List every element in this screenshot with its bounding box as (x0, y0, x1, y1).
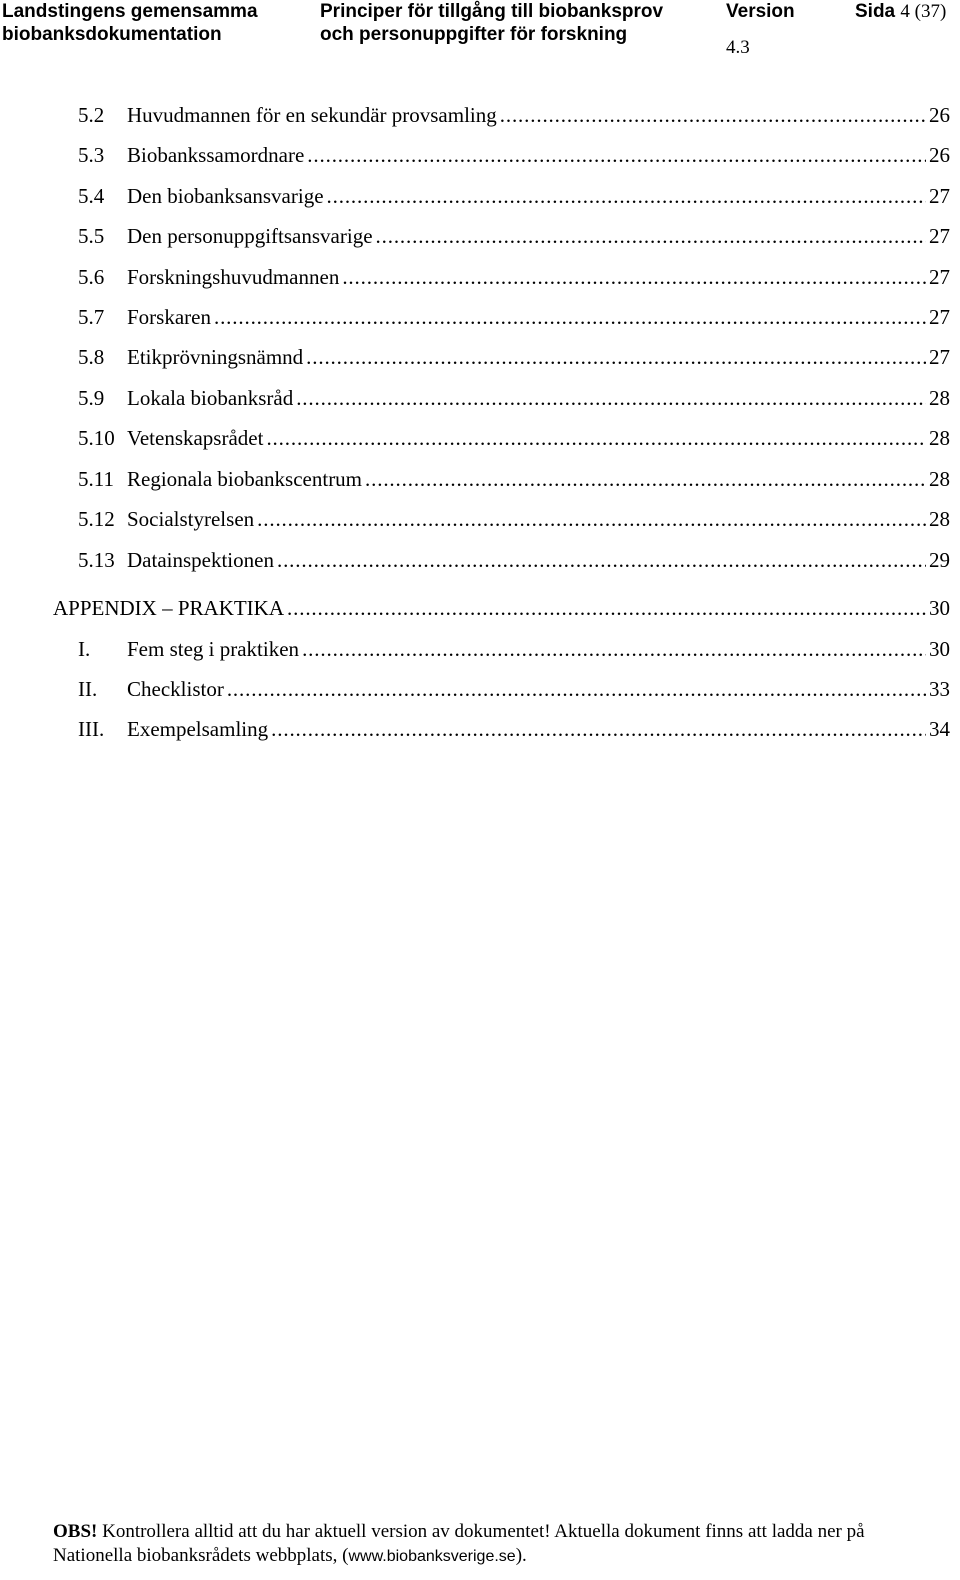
toc-entry-label: Etikprövningsnämnd (127, 345, 304, 369)
toc-entry-label: Biobankssamordnare (127, 143, 305, 167)
toc-entry-page: 26 (929, 143, 950, 167)
header-document-title (320, 0, 720, 46)
toc-entry-page: 27 (929, 224, 950, 248)
header-org-line1: Landstingens gemensamma (2, 1, 258, 22)
header-version-number: 4.3 (726, 37, 750, 58)
toc-entry[interactable] (78, 221, 950, 251)
toc-entry-page: 27 (929, 305, 950, 329)
toc-entry[interactable] (78, 302, 950, 332)
toc-entry-page: 28 (929, 507, 950, 531)
toc-entry-page: 28 (929, 386, 950, 410)
toc-entry-label: Den biobanksansvarige (127, 184, 324, 208)
toc-entry-page: 34 (929, 717, 950, 741)
toc-leader-dots (277, 545, 926, 575)
toc-entry[interactable] (78, 504, 950, 534)
toc-entry-page: 27 (929, 345, 950, 369)
toc-entry[interactable] (78, 342, 950, 372)
toc-entry-number: 5.12 (78, 507, 115, 531)
footer-line1 (53, 1520, 953, 1544)
toc-entry-number: II. (78, 677, 98, 701)
footer-obs-label: OBS! (53, 1521, 98, 1542)
toc-entry[interactable] (78, 464, 950, 494)
toc-entry[interactable] (78, 262, 950, 292)
header-organization (2, 0, 302, 46)
toc-leader-dots (342, 262, 926, 292)
toc-entry-number: 5.4 (78, 184, 105, 208)
toc-entry-label: APPENDIX – PRAKTIKA (53, 596, 285, 620)
footer-line2-suffix: ). (515, 1545, 527, 1566)
toc-entry-number: 5.10 (78, 426, 115, 450)
toc-entry-label: Huvudmannen för en sekundär provsamling (127, 103, 497, 127)
toc-entry-label: Socialstyrelsen (127, 507, 255, 531)
toc-leader-dots (376, 221, 926, 251)
toc-entry-label: Fem steg i praktiken (127, 637, 300, 661)
header-org-line2: biobanksdokumentation (2, 24, 222, 45)
toc-leader-dots (214, 302, 926, 332)
toc-entry-number: I. (78, 637, 91, 661)
toc-entry-label: Exempelsamling (127, 717, 269, 741)
toc-entry[interactable] (78, 181, 950, 211)
toc-leader-dots (266, 423, 926, 453)
toc-leader-dots (287, 593, 926, 623)
toc-entry-page: 26 (929, 103, 950, 127)
toc-entry-number: 5.13 (78, 548, 115, 572)
toc-entry-number: 5.6 (78, 265, 105, 289)
toc-entry[interactable] (78, 545, 950, 575)
footer-notice (53, 1520, 953, 1569)
toc-entry-label: Lokala biobanksråd (127, 386, 294, 410)
toc-entry-page: 30 (929, 637, 950, 661)
footer-website-link[interactable]: www.biobanksverige.se (348, 1548, 516, 1565)
toc-entry-page: 28 (929, 426, 950, 450)
toc-entry-number: 5.5 (78, 224, 105, 248)
toc-entry-label: Regionala biobankscentrum (127, 467, 363, 491)
toc-leader-dots (307, 140, 926, 170)
footer-line1-text: Kontrollera alltid att du har aktuell version av dokumentet! Aktuella dokument finns att ladda ner på (102, 1521, 865, 1542)
toc-entry[interactable] (78, 423, 950, 453)
toc-entry[interactable] (78, 140, 950, 170)
toc-entry-number: III. (78, 717, 105, 741)
footer-line2 (53, 1544, 953, 1569)
toc-leader-dots (271, 714, 926, 744)
toc-leader-dots (302, 634, 926, 664)
header-page-value: 4 (37) (900, 1, 947, 22)
toc-entry-label: Vetenskapsrådet (127, 426, 264, 450)
header-page-label: Sida (855, 1, 896, 22)
toc-entry-label: Checklistor (127, 677, 224, 701)
toc-entry-label: Forskningshuvudmannen (127, 265, 340, 289)
header-version-label: Version (726, 1, 795, 22)
toc-leader-dots (227, 674, 926, 704)
toc-entry-page: 28 (929, 467, 950, 491)
toc-entry[interactable] (78, 674, 950, 704)
toc-entry-number: 5.3 (78, 143, 105, 167)
header-title-line1: Principer för tillgång till biobanksprov (320, 1, 664, 22)
toc-leader-dots (327, 181, 926, 211)
header-page-indicator (855, 0, 946, 23)
toc-entry-page: 27 (929, 184, 950, 208)
toc-entry-appendix[interactable] (53, 593, 950, 623)
toc-entry[interactable] (78, 100, 950, 130)
footer-line2-prefix: Nationella biobanksrådets webbplats, ( (53, 1545, 349, 1566)
toc-entry[interactable] (78, 714, 950, 744)
toc-leader-dots (500, 100, 926, 130)
toc-entry-page: 30 (929, 596, 950, 620)
toc-leader-dots (296, 383, 926, 413)
toc-entry-label: Den personuppgiftsansvarige (127, 224, 373, 248)
toc-entry-number: 5.7 (78, 305, 105, 329)
toc-entry[interactable] (78, 634, 950, 664)
toc-entry-number: 5.2 (78, 103, 105, 127)
toc-entry-number: 5.11 (78, 467, 114, 491)
toc-entry-number: 5.8 (78, 345, 105, 369)
toc-entry-page: 29 (929, 548, 950, 572)
toc-entry-page: 33 (929, 677, 950, 701)
toc-leader-dots (257, 504, 926, 534)
toc-entry-label: Datainspektionen (127, 548, 274, 572)
toc-entry-page: 27 (929, 265, 950, 289)
header-title-line2: och personuppgifter för forskning (320, 24, 628, 45)
toc-leader-dots (365, 464, 926, 494)
toc-leader-dots (306, 342, 926, 372)
toc-entry[interactable] (78, 383, 950, 413)
toc-entry-label: Forskaren (127, 305, 211, 329)
toc-entry-number: 5.9 (78, 386, 105, 410)
